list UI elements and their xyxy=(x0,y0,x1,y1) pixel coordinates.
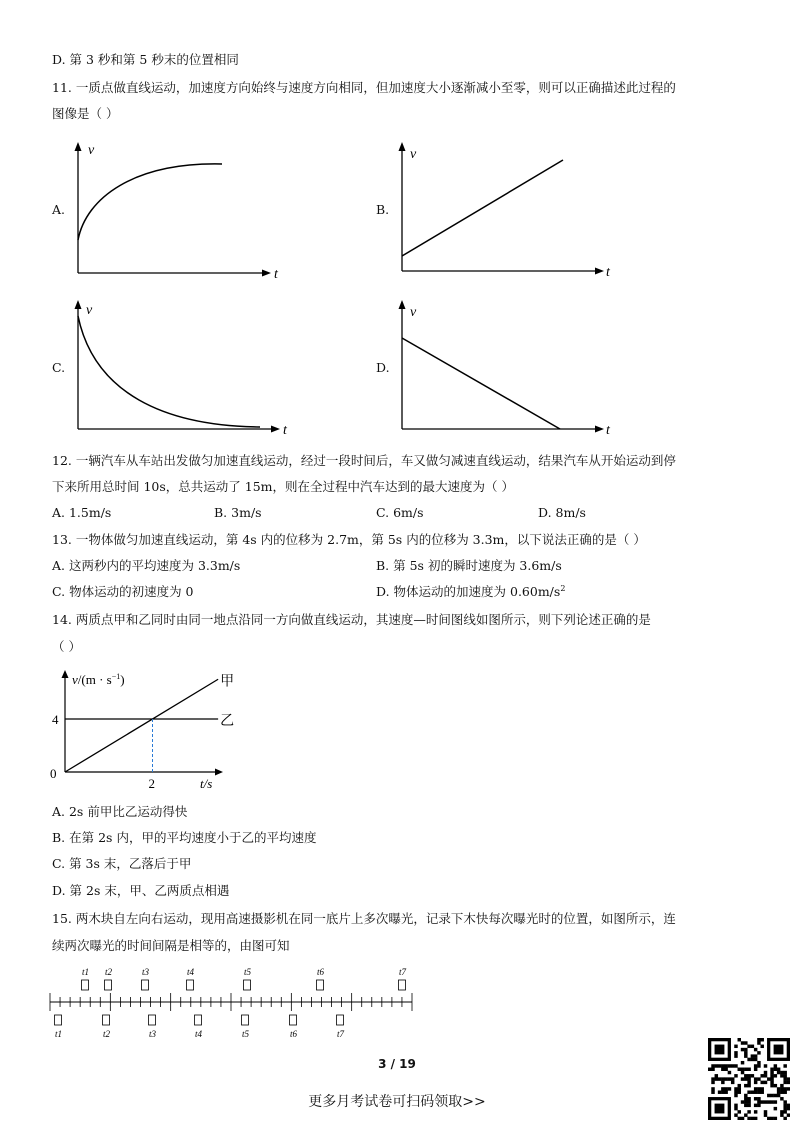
q12-stem-line2: 下来所用总时间 10s，总共运动了 15m，则在全过程中汽车达到的最大速度为（ ） xyxy=(52,479,515,494)
qr-module xyxy=(721,1081,724,1084)
qr-module xyxy=(787,1087,790,1090)
q14-option-a: A. 2s 前甲比乙运动得快 xyxy=(52,804,188,819)
q14-option-c: C. 第 3s 末，乙落后于甲 xyxy=(52,856,192,871)
qr-module xyxy=(764,1071,767,1074)
qr-module xyxy=(751,1090,754,1093)
qr-module xyxy=(711,1064,714,1067)
qr-module xyxy=(744,1104,747,1107)
q13-option-b: B. 第 5s 初的瞬时速度为 3.6m/s xyxy=(376,558,562,573)
qr-module xyxy=(721,1090,724,1093)
qr-module xyxy=(728,1071,731,1074)
qr-module xyxy=(757,1077,760,1080)
qr-module xyxy=(774,1094,777,1097)
qr-module xyxy=(780,1097,783,1100)
qr-module xyxy=(783,1064,786,1067)
qr-module xyxy=(741,1077,744,1080)
qr-module xyxy=(747,1068,750,1071)
qr-module xyxy=(777,1087,780,1090)
qr-module xyxy=(757,1061,760,1064)
qr-module xyxy=(728,1087,731,1090)
top-block xyxy=(105,980,112,990)
qr-module xyxy=(747,1104,750,1107)
q15-stem-line1: 15. 两木块自左向右运动，现用高速摄影机在同一底片上多次曝光，记录下木快每次曝光时的位置，如图所示，连 xyxy=(52,911,676,926)
qr-module xyxy=(731,1081,734,1084)
top-block xyxy=(187,980,194,990)
qr-module xyxy=(738,1117,741,1120)
top-block-label: t1 xyxy=(82,967,90,977)
qr-module xyxy=(754,1104,757,1107)
qr-module xyxy=(734,1090,737,1093)
q11d-v-label: v xyxy=(410,305,417,320)
qr-module xyxy=(783,1090,786,1093)
qr-module xyxy=(744,1048,747,1051)
qr-module xyxy=(718,1064,721,1067)
bottom-block-label: t3 xyxy=(149,1029,157,1039)
q11-option-b-label: B. xyxy=(376,202,390,217)
bottom-block xyxy=(149,1015,156,1025)
qr-module xyxy=(747,1097,750,1100)
qr-module xyxy=(780,1084,783,1087)
bottom-block-label: t6 xyxy=(290,1029,298,1039)
qr-finder-core xyxy=(715,1045,725,1055)
q11-stem-line1: 11. 一质点做直线运动，加速度方向始终与速度方向相同，但加速度大小逐渐减小至零，则可以正确描述此过程的 xyxy=(52,80,676,95)
q11b-v-label: v xyxy=(410,147,417,162)
q15-top-blocks xyxy=(82,967,407,990)
top-block xyxy=(399,980,406,990)
q11-option-c-label: C. xyxy=(52,360,66,375)
qr-module xyxy=(774,1074,777,1077)
qr-module xyxy=(741,1100,744,1103)
top-block-label: t3 xyxy=(142,967,150,977)
qr-module xyxy=(711,1068,714,1071)
top-block-label: t5 xyxy=(244,967,252,977)
qr-module xyxy=(741,1061,744,1064)
qr-module xyxy=(747,1110,750,1113)
q12-option-a: A. 1.5m/s xyxy=(52,505,112,520)
q14-origin-label: 0 xyxy=(50,766,57,781)
qr-module xyxy=(734,1074,737,1077)
qr-module xyxy=(747,1081,750,1084)
qr-module xyxy=(757,1104,760,1107)
q12-stem-line1: 12. 一辆汽车从车站出发做匀加速直线运动，经过一段时间后，车又做匀减速直线运动，结果汽车从开始运动到停 xyxy=(52,453,676,468)
qr-module xyxy=(787,1081,790,1084)
q11d-line xyxy=(402,338,560,429)
qr-module xyxy=(787,1077,790,1080)
qr-module xyxy=(738,1038,741,1041)
qr-module xyxy=(744,1077,747,1080)
qr-module xyxy=(728,1077,731,1080)
bottom-block-label: t2 xyxy=(103,1029,111,1039)
qr-module xyxy=(711,1081,714,1084)
qr-module xyxy=(728,1064,731,1067)
q14-x-axis-label: t/s xyxy=(200,776,213,791)
qr-module xyxy=(744,1084,747,1087)
top-block xyxy=(244,980,251,990)
q11-stem-line2: 图像是（ ） xyxy=(52,106,119,121)
qr-module xyxy=(747,1084,750,1087)
bottom-block xyxy=(290,1015,297,1025)
qr-module xyxy=(754,1081,757,1084)
qr-module xyxy=(774,1068,777,1071)
qr-module xyxy=(724,1087,727,1090)
qr-module xyxy=(744,1094,747,1097)
qr-module xyxy=(783,1117,786,1120)
q14-y-arrow-icon xyxy=(62,670,69,678)
qr-code-icon[interactable] xyxy=(708,1038,790,1120)
qr-module xyxy=(751,1045,754,1048)
q10-option-d: D. 第 3 秒和第 5 秒末的位置相同 xyxy=(52,52,239,67)
series-jia-label: 甲 xyxy=(220,674,235,690)
qr-module xyxy=(757,1090,760,1093)
bottom-block xyxy=(242,1015,249,1025)
q14-option-d: D. 第 2s 末，甲、乙两质点相遇 xyxy=(52,883,230,898)
top-block-label: t2 xyxy=(105,967,113,977)
q15-bottom-blocks xyxy=(55,1015,345,1039)
qr-module xyxy=(757,1087,760,1090)
q11b-t-label: t xyxy=(606,265,610,280)
qr-module xyxy=(787,1107,790,1110)
qr-module xyxy=(754,1087,757,1090)
qr-module xyxy=(744,1051,747,1054)
qr-module xyxy=(754,1054,757,1057)
q13-option-d-sup: 2 xyxy=(560,583,566,593)
qr-module xyxy=(744,1054,747,1057)
qr-module xyxy=(724,1090,727,1093)
qr-module xyxy=(738,1084,741,1087)
q13-option-d xyxy=(376,582,565,600)
top-block xyxy=(142,980,149,990)
qr-module xyxy=(780,1074,783,1077)
qr-module xyxy=(734,1107,737,1110)
qr-module xyxy=(744,1100,747,1103)
qr-module xyxy=(760,1100,763,1103)
qr-module xyxy=(780,1071,783,1074)
qr-module xyxy=(724,1064,727,1067)
q15-stem-line2: 续两次曝光的时间间隔是相等的，由图可知 xyxy=(52,938,290,953)
qr-module xyxy=(770,1117,773,1120)
qr-module xyxy=(721,1064,724,1067)
qr-module xyxy=(760,1074,763,1077)
qr-module xyxy=(767,1100,770,1103)
qr-module xyxy=(747,1090,750,1093)
xtick-label: 2 xyxy=(148,776,155,791)
qr-module xyxy=(760,1090,763,1093)
bottom-block-label: t5 xyxy=(242,1029,250,1039)
qr-module xyxy=(783,1100,786,1103)
qr-module xyxy=(787,1104,790,1107)
q11b-line xyxy=(402,160,563,256)
qr-module xyxy=(715,1064,718,1067)
qr-module xyxy=(760,1038,763,1041)
qr-module xyxy=(777,1071,780,1074)
qr-module xyxy=(783,1087,786,1090)
qr-module xyxy=(757,1100,760,1103)
qr-module xyxy=(741,1041,744,1044)
qr-module xyxy=(757,1051,760,1054)
q14-stem-line2: （ ） xyxy=(52,639,81,654)
q13-option-d-text: D. 物体运动的加速度为 0.60m/s xyxy=(376,584,561,599)
qr-module xyxy=(744,1074,747,1077)
qr-module xyxy=(738,1090,741,1093)
qr-module xyxy=(734,1087,737,1090)
qr-module xyxy=(738,1087,741,1090)
qr-module xyxy=(718,1090,721,1093)
qr-module xyxy=(770,1094,773,1097)
q11-graph-a xyxy=(64,140,284,280)
qr-module xyxy=(770,1077,773,1080)
q11-graph-b xyxy=(388,140,620,280)
q11-option-a-label: A. xyxy=(52,202,66,217)
qr-module xyxy=(718,1077,721,1080)
top-block-label: t7 xyxy=(399,967,407,977)
qr-module xyxy=(760,1081,763,1084)
qr-module xyxy=(751,1117,754,1120)
qr-module xyxy=(711,1090,714,1093)
q11a-t-label: t xyxy=(274,267,278,280)
q14-y-axis-label: $v/(m \cdot s^{-1})$ xyxy=(72,672,125,687)
q13-option-a: A. 这两秒内的平均速度为 3.3m/s xyxy=(52,558,241,573)
qr-module xyxy=(787,1113,790,1116)
qr-module xyxy=(731,1064,734,1067)
qr-module xyxy=(764,1100,767,1103)
qr-module xyxy=(770,1074,773,1077)
qr-module xyxy=(721,1068,724,1071)
q15-ruler xyxy=(50,993,412,1011)
qr-module xyxy=(744,1097,747,1100)
qr-module xyxy=(770,1068,773,1071)
qr-module xyxy=(721,1077,724,1080)
footer-text: 更多月考试卷可扫码领取>> xyxy=(308,1094,486,1110)
qr-module xyxy=(760,1087,763,1090)
qr-module xyxy=(747,1058,750,1061)
qr-module xyxy=(764,1110,767,1113)
qr-module xyxy=(754,1110,757,1113)
qr-module xyxy=(724,1077,727,1080)
q14-x-arrow-icon xyxy=(215,769,223,776)
qr-module xyxy=(741,1071,744,1074)
q12-option-d: D. 8m/s xyxy=(538,505,586,520)
qr-module xyxy=(780,1087,783,1090)
bottom-block xyxy=(195,1015,202,1025)
qr-module xyxy=(783,1071,786,1074)
qr-module xyxy=(751,1054,754,1057)
qr-module xyxy=(734,1104,737,1107)
qr-module xyxy=(708,1068,711,1071)
bottom-block xyxy=(103,1015,110,1025)
q14-vt-chart xyxy=(40,660,240,795)
qr-module xyxy=(783,1104,786,1107)
qr-module xyxy=(764,1081,767,1084)
bottom-block xyxy=(55,1015,62,1025)
q14-stem-line1: 14. 两质点甲和乙同时由同一地点沿同一方向做直线运动，其速度—时间图线如图所示，则下列论述正确的是 xyxy=(52,612,651,627)
q11c-t-label: t xyxy=(283,423,287,438)
qr-module xyxy=(715,1074,718,1077)
qr-module xyxy=(741,1068,744,1071)
qr-module xyxy=(731,1077,734,1080)
qr-module xyxy=(754,1097,757,1100)
q11c-v-label: v xyxy=(86,303,93,318)
series-yi-label: 乙 xyxy=(220,714,235,729)
qr-module xyxy=(757,1064,760,1067)
qr-finder-core xyxy=(715,1104,725,1114)
q11-option-d-label: D. xyxy=(376,360,390,375)
qr-module xyxy=(770,1071,773,1074)
q11a-curve xyxy=(78,164,222,240)
qr-module xyxy=(764,1113,767,1116)
q14-option-b: B. 在第 2s 内，甲的平均速度小于乙的平均速度 xyxy=(52,830,317,845)
q13-stem: 13. 一物体做匀加速直线运动，第 4s 内的位移为 2.7m，第 5s 内的位移为 3.3m，以下说法正确的是（ ） xyxy=(52,532,646,547)
qr-module xyxy=(774,1064,777,1067)
qr-module xyxy=(780,1113,783,1116)
qr-module xyxy=(751,1074,754,1077)
qr-module xyxy=(754,1090,757,1093)
q11c-curve xyxy=(78,316,260,427)
qr-module xyxy=(754,1064,757,1067)
qr-module xyxy=(741,1117,744,1120)
qr-module xyxy=(744,1041,747,1044)
q15-exposure-diagram xyxy=(40,962,430,1044)
qr-module xyxy=(738,1068,741,1071)
qr-module xyxy=(711,1087,714,1090)
qr-module xyxy=(721,1087,724,1090)
qr-module xyxy=(783,1074,786,1077)
qr-module xyxy=(747,1074,750,1077)
qr-module xyxy=(724,1068,727,1071)
qr-module xyxy=(760,1045,763,1048)
q11a-v-label: v xyxy=(88,143,95,158)
qr-module xyxy=(741,1048,744,1051)
qr-module xyxy=(774,1117,777,1120)
qr-module xyxy=(715,1077,718,1080)
qr-module xyxy=(767,1077,770,1080)
qr-module xyxy=(780,1110,783,1113)
qr-module xyxy=(711,1077,714,1080)
qr-module xyxy=(780,1090,783,1093)
qr-finder-core xyxy=(774,1045,784,1055)
q12-option-b: B. 3m/s xyxy=(214,505,262,520)
qr-module xyxy=(770,1084,773,1087)
page-number: 3 / 19 xyxy=(378,1057,416,1071)
q11-graph-c xyxy=(64,298,296,438)
qr-module xyxy=(734,1094,737,1097)
top-block xyxy=(82,980,89,990)
ytick-label: 4 xyxy=(52,712,59,727)
qr-module xyxy=(757,1038,760,1041)
qr-module xyxy=(734,1113,737,1116)
qr-module xyxy=(754,1117,757,1120)
bottom-block-label: t1 xyxy=(55,1029,63,1039)
qr-module xyxy=(747,1045,750,1048)
qr-module xyxy=(767,1117,770,1120)
qr-module xyxy=(777,1094,780,1097)
qr-module xyxy=(764,1074,767,1077)
top-block-label: t6 xyxy=(317,967,325,977)
qr-module xyxy=(770,1100,773,1103)
qr-module xyxy=(747,1117,750,1120)
qr-module xyxy=(774,1084,777,1087)
qr-module xyxy=(747,1100,750,1103)
qr-module xyxy=(783,1107,786,1110)
qr-module xyxy=(777,1090,780,1093)
bottom-block-label: t4 xyxy=(195,1029,203,1039)
qr-module xyxy=(783,1081,786,1084)
qr-module xyxy=(777,1068,780,1071)
qr-module xyxy=(754,1068,757,1071)
qr-module xyxy=(751,1058,754,1061)
q11-graph-d xyxy=(388,298,620,438)
qr-module xyxy=(754,1058,757,1061)
qr-module xyxy=(754,1077,757,1080)
q13-option-c: C. 物体运动的初速度为 0 xyxy=(52,584,194,599)
bottom-block xyxy=(337,1015,344,1025)
q14-chart-marks xyxy=(52,673,234,791)
qr-module xyxy=(774,1100,777,1103)
qr-module xyxy=(774,1107,777,1110)
qr-module xyxy=(783,1077,786,1080)
q12-option-c: C. 6m/s xyxy=(376,505,424,520)
qr-module xyxy=(744,1068,747,1071)
qr-module xyxy=(734,1054,737,1057)
qr-module xyxy=(734,1064,737,1067)
bottom-block-label: t7 xyxy=(337,1029,345,1039)
qr-module xyxy=(770,1081,773,1084)
qr-module xyxy=(757,1097,760,1100)
series-jia-line xyxy=(65,679,218,772)
top-block xyxy=(317,980,324,990)
qr-module xyxy=(783,1110,786,1113)
qr-module xyxy=(754,1048,757,1051)
qr-module xyxy=(764,1064,767,1067)
qr-module xyxy=(747,1077,750,1080)
q11d-t-label: t xyxy=(606,423,610,438)
qr-module xyxy=(738,1110,741,1113)
qr-module xyxy=(734,1051,737,1054)
qr-module xyxy=(744,1113,747,1116)
top-block-label: t4 xyxy=(187,967,195,977)
qr-module xyxy=(757,1041,760,1044)
qr-module xyxy=(767,1094,770,1097)
qr-module xyxy=(734,1045,737,1048)
